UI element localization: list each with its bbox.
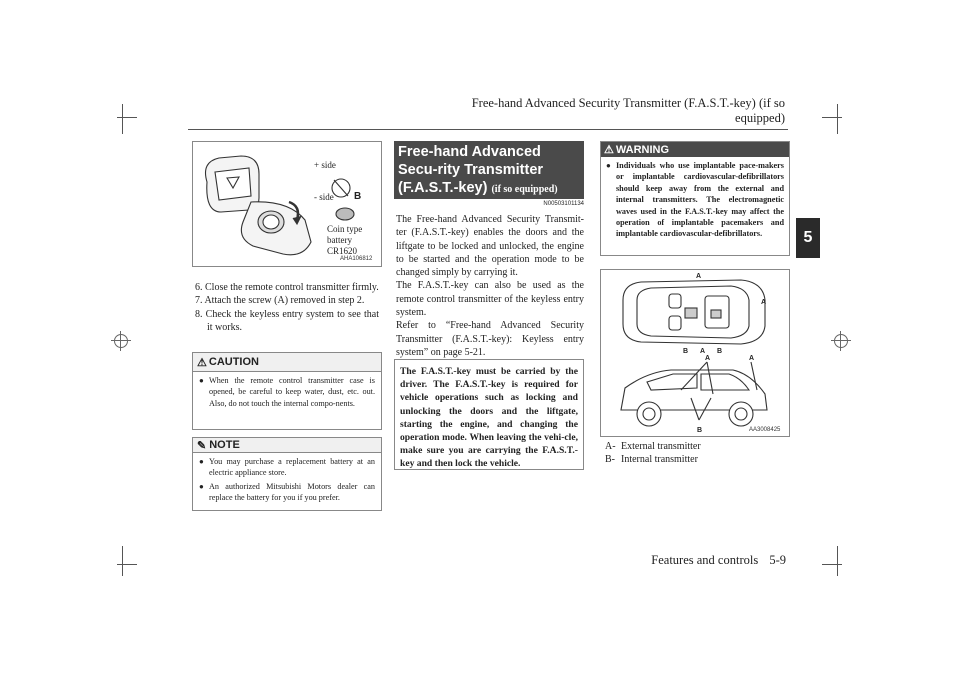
note-item-text: An authorized Mitsubishi Motors dealer can replace the battery for you if you prefer. xyxy=(209,481,375,502)
caution-heading-text: CAUTION xyxy=(208,356,259,368)
note-box xyxy=(192,437,382,511)
step-7: 7. Attach the screw (A) removed in step 2. xyxy=(195,295,365,307)
figure-code: AHA106812 xyxy=(340,256,373,262)
callout-a: A xyxy=(696,273,702,280)
note-heading xyxy=(193,438,381,453)
note-item-text: You may purchase a replacement battery at an electric appliance store. xyxy=(209,457,375,478)
warning-item xyxy=(606,160,784,240)
page-footer xyxy=(560,553,786,568)
legend-text: Internal transmitter xyxy=(621,453,698,465)
legend-key: A- xyxy=(605,441,616,452)
bullet-icon: ● xyxy=(199,481,204,491)
section-title-suffix: (if so equipped) xyxy=(491,184,558,195)
bullet-icon: ● xyxy=(606,161,611,170)
running-header: Free-hand Advanced Security Transmitter (F.A.S.T.-key) (if so equipped) xyxy=(471,96,785,125)
caution-item xyxy=(199,375,375,409)
callout-b: B xyxy=(683,348,689,355)
step-6: 6. Close the remote control transmitter firmly. xyxy=(195,282,379,293)
footer-section: Features and controls xyxy=(651,553,759,567)
battery-label-3: CR1620 xyxy=(327,246,358,256)
paragraph: Refer to “Free-hand Advanced Security Transmitter (F.A.S.T.-key): Keyless entry system” on page 5-21. xyxy=(396,320,584,358)
legend-key: B- xyxy=(605,453,615,465)
paragraph: The F.A.S.T.-key can also be used as the remote control transmitter of the keyless entry system. xyxy=(396,280,584,319)
callout-a: A xyxy=(705,355,711,362)
header-rule xyxy=(188,129,788,130)
bullet-icon: ● xyxy=(199,376,204,385)
important-box: The F.A.S.T.-key must be carried by the driver. The F.A.S.T.-key is required for vehicle operations such as locking and unlocking the doors and the liftgate, starting the engine, and changing the operation mode. When leaving the vehi-cle, make sure you are carrying the F.A.S.T.-key and then lock the vehicle. xyxy=(394,359,584,470)
section-title-text: Free-hand Advanced Secu-rity Transmitter (F.A.S.T.-key) xyxy=(398,144,544,196)
legend xyxy=(605,441,701,466)
warning-heading-text: WARNING xyxy=(615,143,670,156)
battery-figure xyxy=(192,141,382,267)
pencil-icon: ✎ xyxy=(197,439,207,452)
warning-triangle-icon: ⚠ xyxy=(604,144,614,156)
warning-item-text: Individuals who use implantable pace-makers or implantable cardiovascular-defibrillators should keep away from the external and internal transmitters. The electromagnetic waves used in the F.A.S.T.-key may affect the operation of implantable pacemakers and implantable cardiovascular-defibrillators. xyxy=(616,161,784,239)
steps-list xyxy=(195,281,379,335)
note-item xyxy=(199,481,375,504)
warning-box xyxy=(600,141,790,256)
legend-item xyxy=(605,454,701,467)
figure-code: AA3008425 xyxy=(749,427,781,433)
warning-triangle-icon: ⚠ xyxy=(197,356,207,369)
caution-heading xyxy=(193,353,381,372)
car-illustration xyxy=(601,270,789,436)
callout-a: A xyxy=(761,299,767,306)
battery-label-2: battery xyxy=(327,235,352,245)
step-8: 8. Check the keyless entry system to see that it works. xyxy=(195,308,379,334)
transmitter-location-figure xyxy=(600,269,790,437)
callout-b: B xyxy=(717,348,723,355)
warning-heading xyxy=(601,142,789,157)
section-code: N00503101134 xyxy=(543,201,584,207)
callout-b: B xyxy=(697,427,703,434)
note-item xyxy=(199,456,375,479)
minus-side-label: - side xyxy=(314,192,334,202)
callout-a: A xyxy=(749,355,755,362)
legend-text: External transmitter xyxy=(621,441,701,452)
paragraph: The Free-hand Advanced Security Transmit-ter (F.A.S.T.-key) enables the doors and the liftgate to be locked and unlocked, the engine to be started and the operation mode to be changed simply by carrying it. xyxy=(396,214,584,279)
caution-item-text: When the remote control transmitter case is opened, be careful to keep water, dust, etc. out. Also, do not touch the internal compo-nents. xyxy=(209,376,375,408)
caution-box xyxy=(192,352,382,430)
bullet-icon: ● xyxy=(199,457,204,466)
note-heading-text: NOTE xyxy=(209,439,240,451)
battery-label-1: Coin type xyxy=(327,224,363,234)
legend-item xyxy=(605,441,701,454)
plus-side-label: + side xyxy=(314,160,336,170)
callout-b: B xyxy=(354,191,362,202)
section-body xyxy=(396,213,584,359)
chapter-tab: 5 xyxy=(796,218,820,258)
callout-a: A xyxy=(700,348,706,355)
section-title xyxy=(394,141,584,199)
footer-page-number: 5-9 xyxy=(769,553,786,567)
